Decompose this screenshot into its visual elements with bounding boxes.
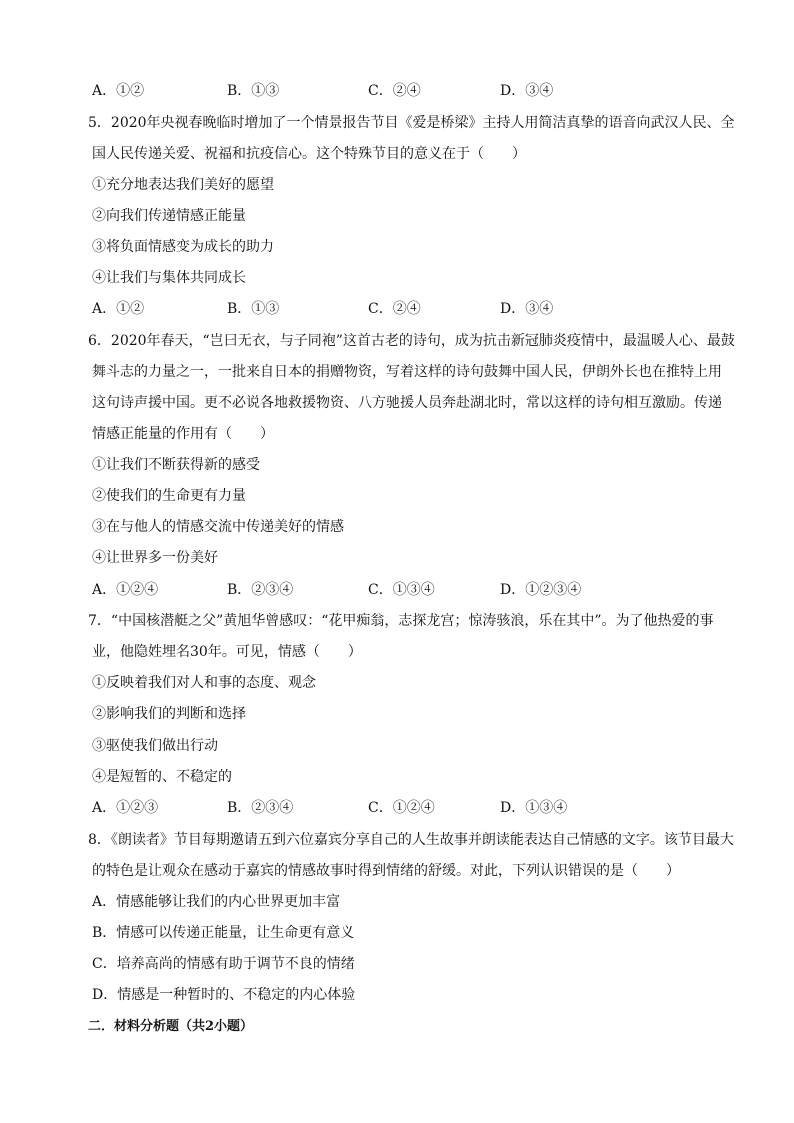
- q6-item: ②使我们的生命更有力量: [92, 488, 246, 504]
- q7-option-b[interactable]: B．②③④: [227, 800, 294, 816]
- q5-option-b[interactable]: B．①③: [227, 301, 280, 317]
- q8-option-a[interactable]: A．情感能够让我们的内心世界更加丰富: [92, 894, 341, 910]
- q7-option-c[interactable]: C．①②④: [368, 800, 435, 816]
- q5-option-c[interactable]: C．②④: [368, 301, 421, 317]
- q7-item: ③驱使我们做出行动: [92, 738, 218, 754]
- q7-option-d[interactable]: D．①③④: [500, 800, 568, 816]
- q7-item: ④是短暂的、不稳定的: [92, 769, 232, 785]
- q6-option-c[interactable]: C．①③④: [368, 582, 435, 598]
- q6-option-b[interactable]: B．②③④: [227, 582, 294, 598]
- q5-item: ④让我们与集体共同成长: [92, 270, 246, 286]
- q5-item: ①充分地表达我们美好的愿望: [92, 177, 274, 193]
- q8-stem-line: 8．《朗读者》节目每期邀请五到六位嘉宾分享自己的人生故事并朗读能表达自己情感的文字。该节目最大: [88, 832, 734, 848]
- q7-item: ①反映着我们对人和事的态度、观念: [92, 675, 316, 691]
- q5-stem-line: 国人民传递关爱、祝福和抗疫信心。这个特殊节目的意义在于（ ）: [92, 146, 526, 162]
- q7-stem-line: 业，他隐姓埋名30年。可见，情感（ ）: [92, 644, 362, 660]
- q5-item: ③将负面情感变为成长的助力: [92, 239, 274, 255]
- q8-stem-line: 的特色是让观众在感动于嘉宾的情感故事时得到情绪的舒缓。对此，下列认识错误的是（ ）: [92, 863, 680, 879]
- q6-stem-line: 这句诗声援中国。更不必说各地救援物资、八方驰援人员奔赴湖北时，常以这样的诗句相互激励。传递: [92, 395, 722, 411]
- q6-option-d[interactable]: D．①②③④: [500, 582, 582, 598]
- q7-item: ②影响我们的判断和选择: [92, 706, 246, 722]
- q6-item: ①让我们不断获得新的感受: [92, 457, 260, 473]
- section-heading: 二．材料分析题（共2小题）: [88, 1019, 254, 1034]
- q6-item: ③在与他人的情感交流中传递美好的情感: [92, 519, 344, 535]
- q5-option-a[interactable]: A．①②: [92, 301, 145, 317]
- q6-stem-line: 6．2020年春天，“岂曰无衣，与子同袍”这首古老的诗句，成为抗击新冠肺炎疫情中，最温暖人心、最鼓: [88, 333, 735, 349]
- q6-stem-line: 舞斗志的力量之一，一批来自日本的捐赠物资，写着这样的诗句鼓舞中国人民，伊朗外长也在推特上用: [92, 364, 722, 380]
- q4-option-b[interactable]: B．①③: [227, 83, 280, 99]
- q7-stem-line: 7．“中国核潜艇之父”黄旭华曾感叹：“花甲痴翁，志探龙宫；惊涛骇浪，乐在其中”。为了他热爱的事: [88, 613, 714, 629]
- q4-option-d[interactable]: D．③④: [500, 83, 554, 99]
- q6-option-a[interactable]: A．①②④: [92, 582, 159, 598]
- q6-stem-line: 情感正能量的作用有（ ）: [92, 426, 274, 442]
- q4-option-a[interactable]: A．①②: [92, 83, 145, 99]
- q7-option-a[interactable]: A．①②③: [92, 800, 159, 816]
- q5-item: ②向我们传递情感正能量: [92, 208, 246, 224]
- q8-option-c[interactable]: C．培养高尚的情感有助于调节不良的情绪: [92, 956, 355, 972]
- q5-stem-line: 5．2020年央视春晚临时增加了一个情景报告节目《爱是桥梁》主持人用简洁真挚的语音向武汉人民、全: [88, 115, 735, 131]
- q8-option-b[interactable]: B．情感可以传递正能量，让生命更有意义: [92, 925, 355, 941]
- q5-option-d[interactable]: D．③④: [500, 301, 554, 317]
- q8-option-d[interactable]: D．情感是一种暂时的、不稳定的内心体验: [92, 987, 356, 1003]
- q6-item: ④让世界多一份美好: [92, 550, 218, 566]
- q4-option-c[interactable]: C．②④: [368, 83, 421, 99]
